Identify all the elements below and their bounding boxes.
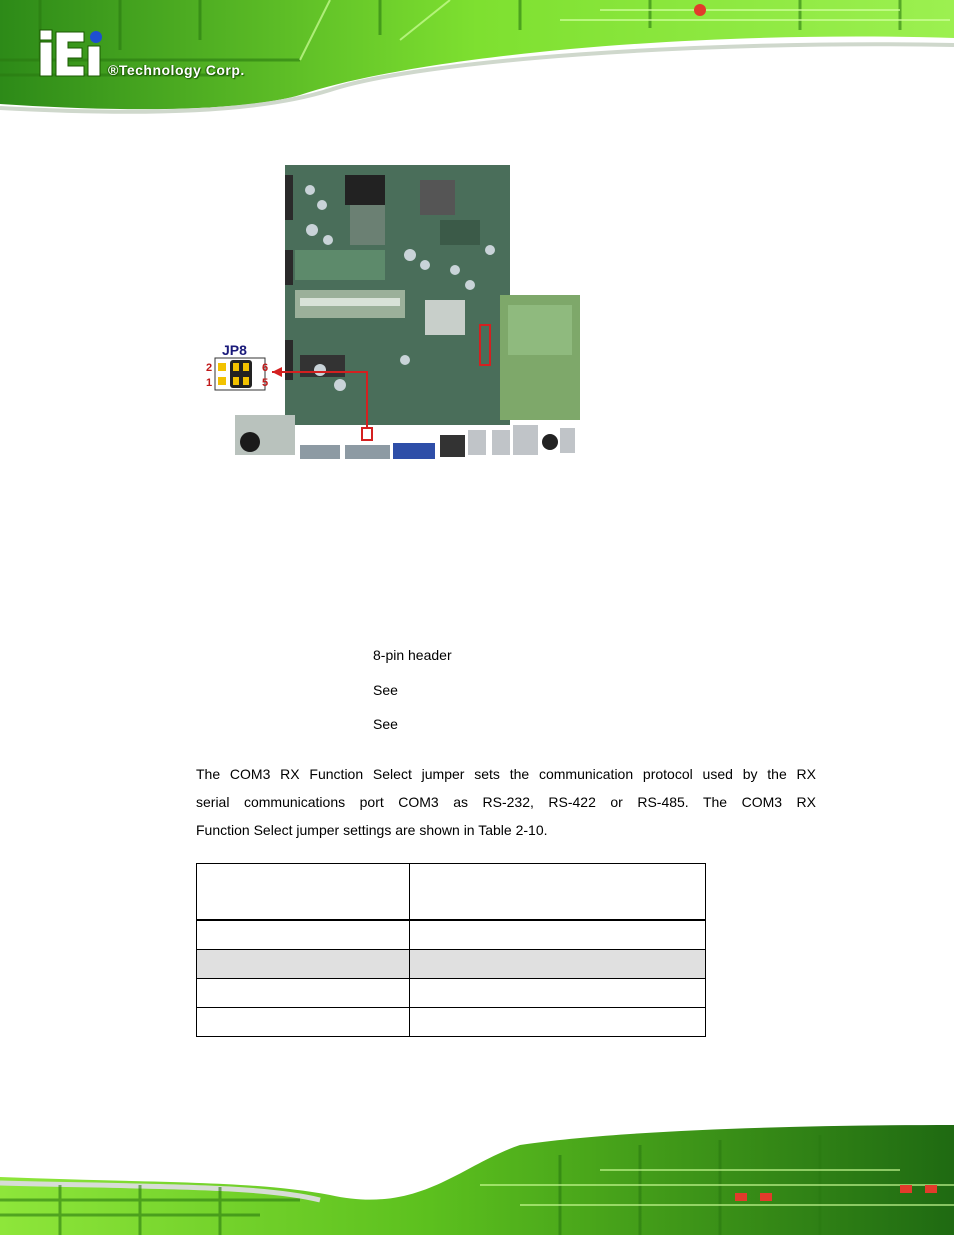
motherboard-image <box>200 160 590 465</box>
jumper-settings-table <box>196 863 706 1037</box>
page-header <box>0 0 954 115</box>
paragraph-line: The COM3 RX Function Select jumper sets the communication protocol used by the RX <box>196 766 816 782</box>
iei-logo <box>38 28 108 78</box>
table-row <box>197 979 706 1008</box>
paragraph-line: serial communications port COM3 as RS-232, RS-422 or RS-485. The COM3 RX <box>196 794 816 810</box>
table-row <box>197 920 706 950</box>
brand-text: ®Technology Corp. <box>108 62 245 78</box>
jumper-location-ref: See <box>373 716 398 732</box>
jumper-settings-ref: See <box>373 682 398 698</box>
page-footer <box>0 1125 954 1235</box>
paragraph-line: Function Select jumper settings are shown in Table 2-10. <box>196 822 548 838</box>
circuit-board-footer <box>0 1125 954 1235</box>
jumper-location-figure <box>200 160 590 470</box>
description-paragraph <box>196 760 816 844</box>
table-header-row <box>197 864 706 921</box>
pin-label-6: 6 <box>262 362 269 374</box>
pin-label-2: 2 <box>206 362 213 374</box>
jumper-type: 8-pin header <box>373 647 452 663</box>
pin-label-5: 5 <box>262 377 269 389</box>
table-row <box>197 950 706 979</box>
pin-label-1: 1 <box>206 377 213 389</box>
jumper-label: JP8 <box>222 342 247 358</box>
circuit-board-banner <box>0 0 954 115</box>
table-row <box>197 1008 706 1037</box>
